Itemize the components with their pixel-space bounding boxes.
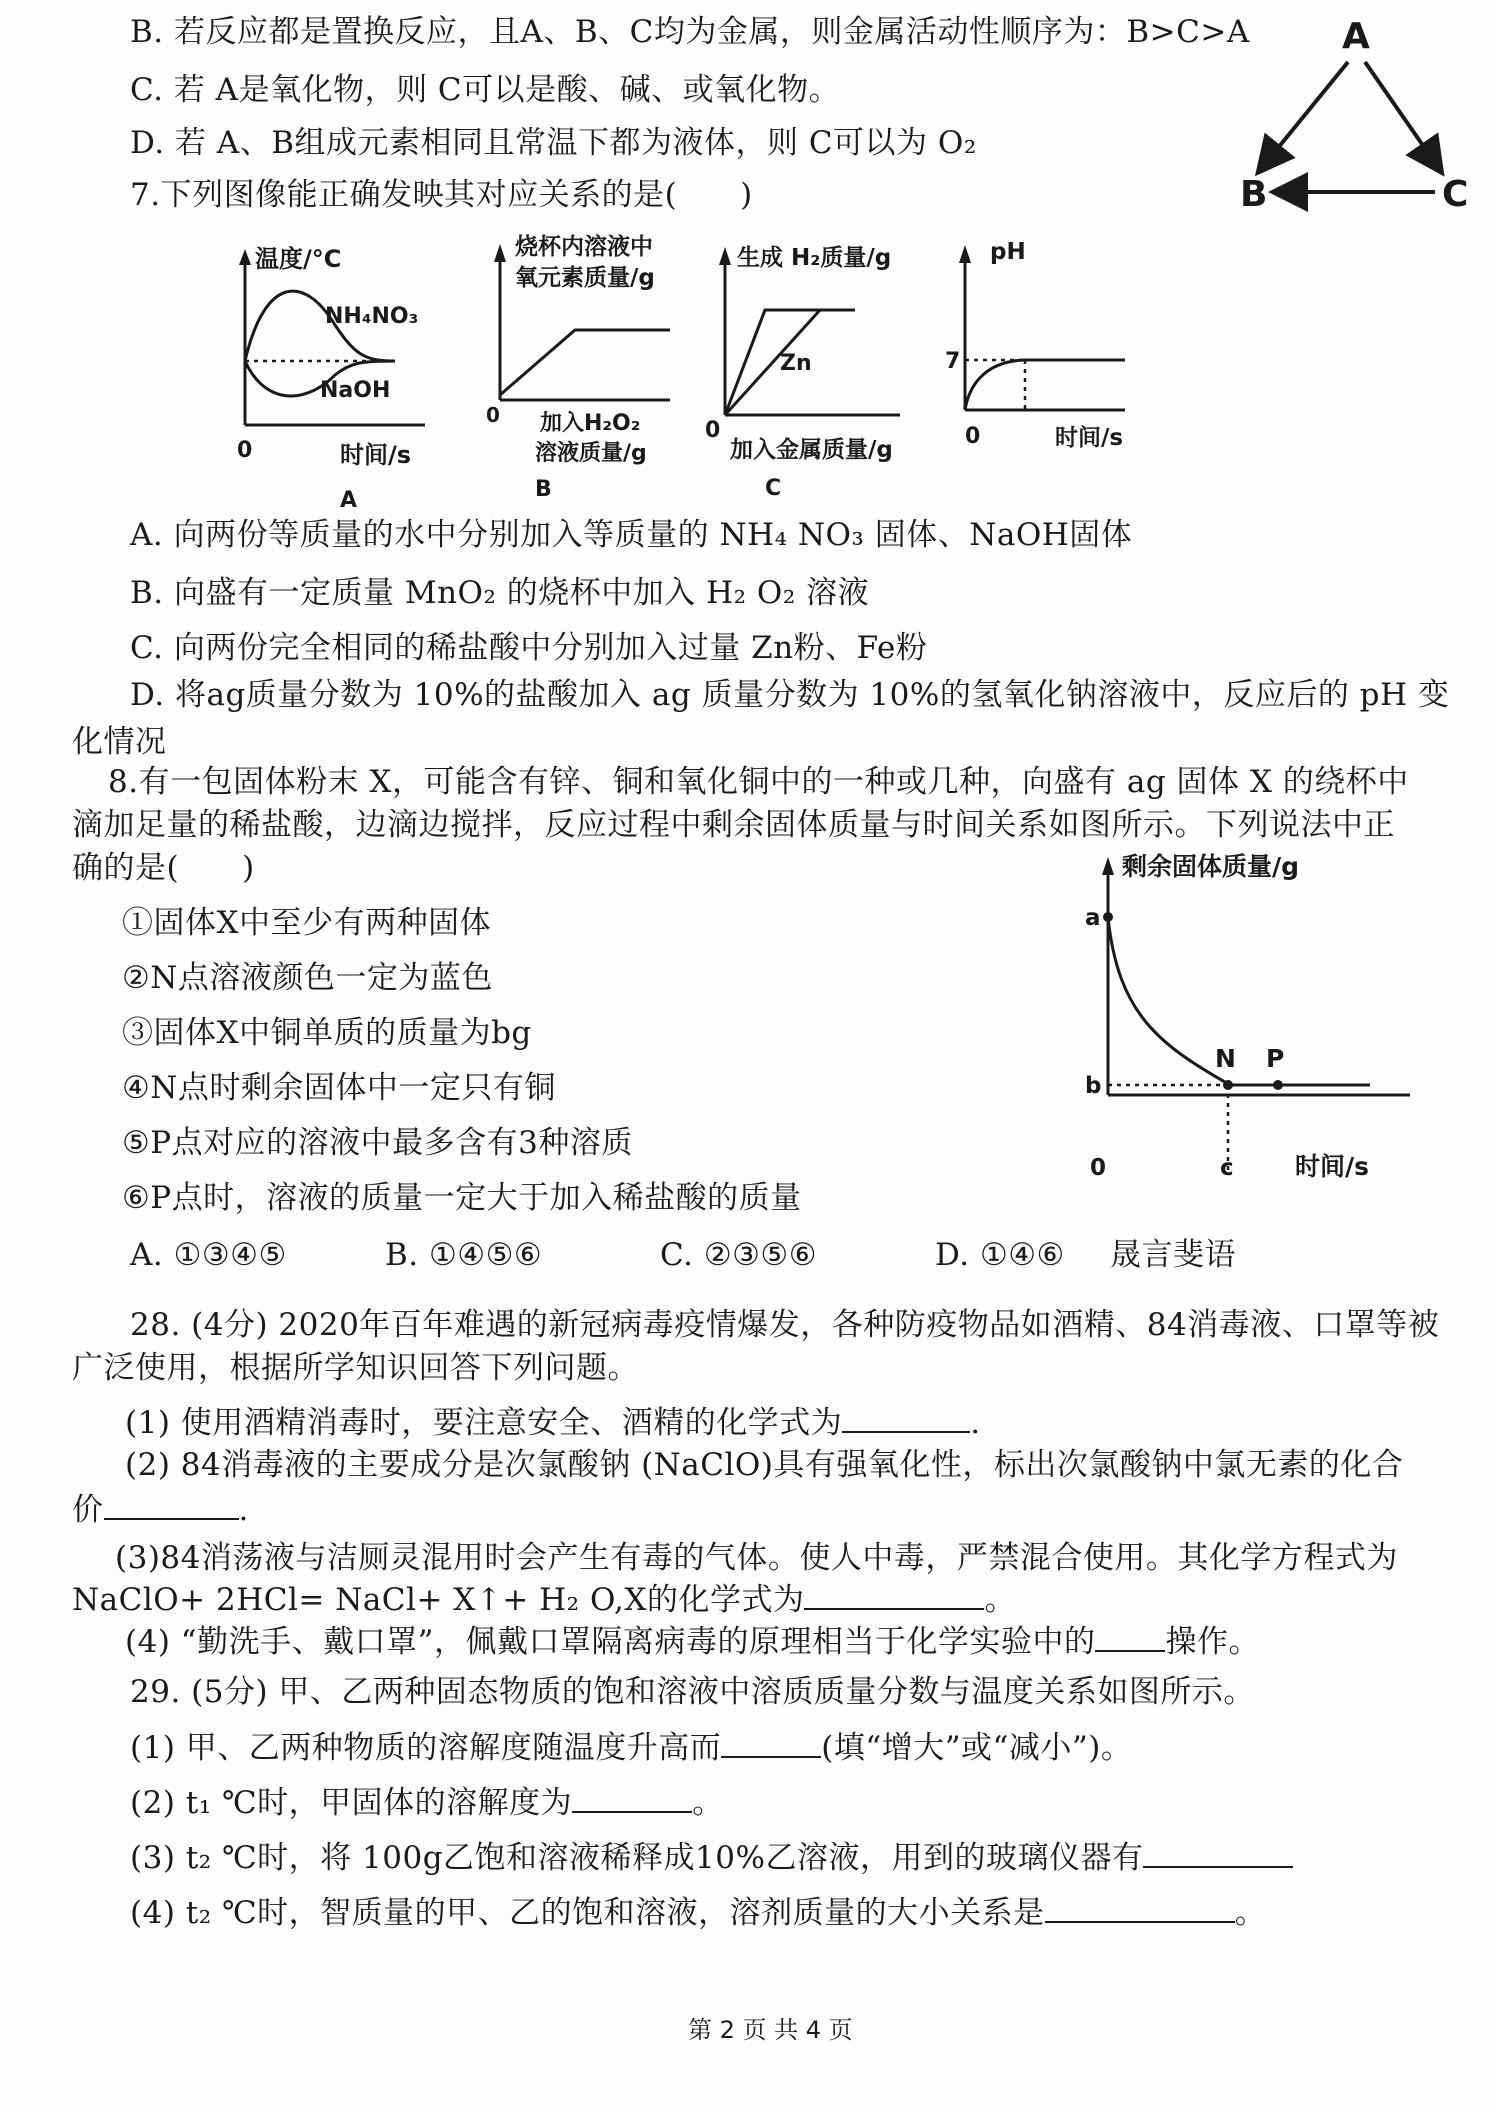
q8-stem-line3: 确的是( ) bbox=[72, 850, 255, 886]
graph-a-series-naoh: NaOH bbox=[320, 378, 391, 403]
q28-stem-line1: 28. (4分) 2020年百年难遇的新冠病毒疫情爆发，各种防疫物品如酒精、84消毒液、口罩等被 bbox=[130, 1307, 1440, 1343]
q8-statement-6: ⑥P点时，溶液的质量一定大于加入稀盐酸的质量 bbox=[122, 1180, 802, 1216]
q28-part-3-end: 。 bbox=[984, 1582, 1016, 1618]
q6-option-c: C. 若 A是氧化物，则 C可以是酸、碱、或氧化物。 bbox=[130, 72, 841, 108]
q28-part-4-end: 操作。 bbox=[1165, 1624, 1260, 1660]
triangle-label-a: A bbox=[1342, 16, 1370, 57]
q29-answer-blank-4[interactable] bbox=[1045, 1893, 1235, 1923]
q8-graph-xlabel: 时间/s bbox=[1295, 1152, 1370, 1181]
q8-statement-1: ①固体X中至少有两种固体 bbox=[122, 905, 492, 941]
q29-stem: 29. (5分) 甲、乙两种固态物质的饱和溶液中溶质质量分数与温度关系如图所示。 bbox=[130, 1674, 1255, 1710]
q8-graph-point-n: N bbox=[1215, 1044, 1236, 1073]
q29-part-1 bbox=[130, 1728, 1132, 1768]
q7-option-b: B. 向盛有一定质量 MnO₂ 的烧杯中加入 H₂ O₂ 溶液 bbox=[130, 575, 870, 611]
q29-part-3 bbox=[130, 1838, 1293, 1878]
triangle-label-c: C bbox=[1442, 174, 1469, 215]
page-footer: 第 2 页 共 4 页 bbox=[688, 2016, 853, 2044]
q7-option-d-line1: D. 将ag质量分数为 10%的盐酸加入 ag 质量分数为 10%的氢氧化钠溶液中，反应后的 pH 变 bbox=[130, 677, 1450, 713]
graph-d-origin: 0 bbox=[965, 424, 981, 449]
q8-choice-b: B. ①④⑤⑥ bbox=[385, 1237, 543, 1273]
q8-statement-2: ②N点溶液颜色一定为蓝色 bbox=[122, 960, 493, 996]
q29-answer-blank-2[interactable] bbox=[572, 1783, 692, 1813]
q8-choice-d: D. ①④⑥ bbox=[935, 1237, 1065, 1273]
q8-statement-5: ⑤P点对应的溶液中最多含有3种溶质 bbox=[122, 1125, 633, 1161]
q29-answer-blank-3[interactable] bbox=[1143, 1838, 1293, 1868]
q28-part-4 bbox=[125, 1622, 1260, 1662]
q8-choice-extra: 晟言斐语 bbox=[1110, 1237, 1236, 1273]
graph-d-ytick-7: 7 bbox=[945, 349, 961, 374]
graph-d-xlabel: 时间/s bbox=[1055, 425, 1124, 451]
q29-part-4 bbox=[130, 1893, 1266, 1933]
graph-b-xlabel-1: 加入H₂O₂ bbox=[540, 411, 641, 436]
graph-a-origin: 0 bbox=[237, 438, 253, 463]
q8-stem-line1: 8.有一包固体粉末 X，可能含有锌、铜和氧化铜中的一种或几种，向盛有 ag 固体 X 的绕杯中 bbox=[108, 764, 1409, 800]
q28-answer-blank-3[interactable] bbox=[804, 1580, 984, 1610]
graph-d-ylabel: pH bbox=[990, 239, 1026, 265]
q8-graph-label-b: b bbox=[1085, 1073, 1102, 1099]
graph-b-tag: B bbox=[535, 477, 552, 502]
q28-part-3-line2 bbox=[72, 1580, 1016, 1620]
graph-a-xlabel: 时间/s bbox=[340, 441, 412, 469]
q8-graph-point-p: P bbox=[1266, 1044, 1285, 1073]
triangle-label-b: B bbox=[1240, 174, 1268, 215]
q28-answer-blank-1[interactable] bbox=[842, 1403, 970, 1433]
graph-a-series-nh4no3: NH₄NO₃ bbox=[325, 304, 419, 329]
q28-part-1-text: (1) 使用酒精消毒时，要注意安全、酒精的化学式为 bbox=[125, 1405, 843, 1441]
q6-option-d: D. 若 A、B组成元素相同且常温下都为液体，则 C可以为 O₂ bbox=[130, 125, 977, 161]
q8-statement-4: ④N点时剩余固体中一定只有铜 bbox=[122, 1070, 556, 1106]
q8-choice-a: A. ①③④⑤ bbox=[130, 1237, 287, 1273]
graph-a-tag: A bbox=[340, 488, 358, 513]
q8-graph-label-a: a bbox=[1085, 905, 1101, 931]
q6-triangle-diagram bbox=[1230, 10, 1470, 220]
q29-answer-blank-1[interactable] bbox=[721, 1728, 821, 1758]
graph-b-ylabel-1: 烧杯内溶液中 bbox=[515, 234, 653, 260]
q8-choice-c: C. ②③⑤⑥ bbox=[660, 1237, 817, 1273]
graph-c-tag: C bbox=[765, 476, 782, 501]
q8-graph-label-c: c bbox=[1220, 1155, 1234, 1181]
q8-graph bbox=[1060, 845, 1440, 1185]
q7-graph-d bbox=[945, 235, 1145, 465]
q28-part-2-text: 价 bbox=[72, 1492, 104, 1528]
graph-c-ylabel: 生成 H₂质量/g bbox=[737, 245, 892, 271]
graph-a-ylabel: 温度/°C bbox=[255, 245, 342, 273]
q28-part-4-text: (4) “勤洗手、戴口罩”，佩戴口罩隔离病毒的原理相当于化学实验中的 bbox=[125, 1624, 1096, 1660]
q29-part-3-text: (3) t₂ ℃时，将 100g乙饱和溶液稀释成10%乙溶液，用到的玻璃仪器有 bbox=[130, 1840, 1144, 1876]
q29-part-2-text: (2) t₁ ℃时，甲固体的溶解度为 bbox=[130, 1785, 573, 1821]
q28-part-3-text: NaClO+ 2HCl= NaCl+ X↑+ H₂ O,X的化学式为 bbox=[72, 1582, 805, 1618]
graph-c-origin: 0 bbox=[705, 418, 721, 443]
q29-part-2 bbox=[130, 1783, 724, 1823]
q28-part-2-line2 bbox=[72, 1490, 249, 1530]
q28-stem-line2: 广泛使用，根据所学知识回答下列问题。 bbox=[72, 1350, 639, 1386]
q28-part-2-end: . bbox=[238, 1492, 249, 1528]
q8-graph-ylabel: 剩余固体质量/g bbox=[1122, 852, 1300, 881]
q8-statement-3: ③固体X中铜单质的质量为bg bbox=[122, 1015, 532, 1051]
q28-part-3-line1: (3)84消荡液与洁厕灵混用时会产生有毒的气体。使人中毒，严禁混合使用。其化学方程式为 bbox=[115, 1540, 1398, 1576]
graph-b-ylabel-2: 氧元素质量/g bbox=[515, 265, 655, 291]
graph-c-series-zn: Zn bbox=[780, 351, 812, 376]
q7-graph-c bbox=[705, 235, 930, 510]
q7-option-c: C. 向两份完全相同的稀盐酸中分别加入过量 Zn粉、Fe粉 bbox=[130, 630, 928, 666]
q7-option-a: A. 向两份等质量的水中分别加入等质量的 NH₄ NO₃ 固体、NaOH固体 bbox=[130, 517, 1133, 553]
q29-part-4-end: 。 bbox=[1234, 1895, 1267, 1931]
q8-graph-origin: 0 bbox=[1090, 1155, 1107, 1181]
q7-graph-a bbox=[225, 235, 455, 515]
q7-stem: 7.下列图像能正确发映其对应关系的是( ) bbox=[130, 177, 753, 213]
q7-graph-b bbox=[480, 230, 700, 510]
q7-option-d-line2: 化情况 bbox=[72, 724, 167, 760]
q28-part-1 bbox=[125, 1403, 981, 1443]
q28-answer-blank-2[interactable] bbox=[104, 1490, 239, 1520]
q29-part-2-end: 。 bbox=[692, 1785, 724, 1821]
q28-part-1-end: . bbox=[970, 1405, 981, 1441]
q29-part-1-text: (1) 甲、乙两种物质的溶解度随温度升高而 bbox=[130, 1730, 722, 1766]
q28-part-2-line1: (2) 84消毒液的主要成分是次氯酸钠 (NaClO)具有强氧化性，标出次氯酸钠中氯无素的化合 bbox=[125, 1447, 1404, 1483]
q29-part-1-end: (填“增大”或“减小”)。 bbox=[821, 1730, 1133, 1766]
q28-answer-blank-4[interactable] bbox=[1095, 1622, 1165, 1652]
graph-b-origin: 0 bbox=[486, 403, 500, 427]
q8-stem-line2: 滴加足量的稀盐酸，边滴边搅拌，反应过程中剩余固体质量与时间关系如图所示。下列说法中正 bbox=[72, 807, 1395, 843]
graph-b-xlabel-2: 溶液质量/g bbox=[535, 441, 647, 466]
graph-c-xlabel: 加入金属质量/g bbox=[730, 437, 893, 463]
q29-part-4-text: (4) t₂ ℃时，智质量的甲、乙的饱和溶液，溶剂质量的大小关系是 bbox=[130, 1895, 1045, 1931]
q6-option-b: B. 若反应都是置换反应，且A、B、C均为金属，则金属活动性顺序为：B>C>A bbox=[130, 14, 1250, 50]
